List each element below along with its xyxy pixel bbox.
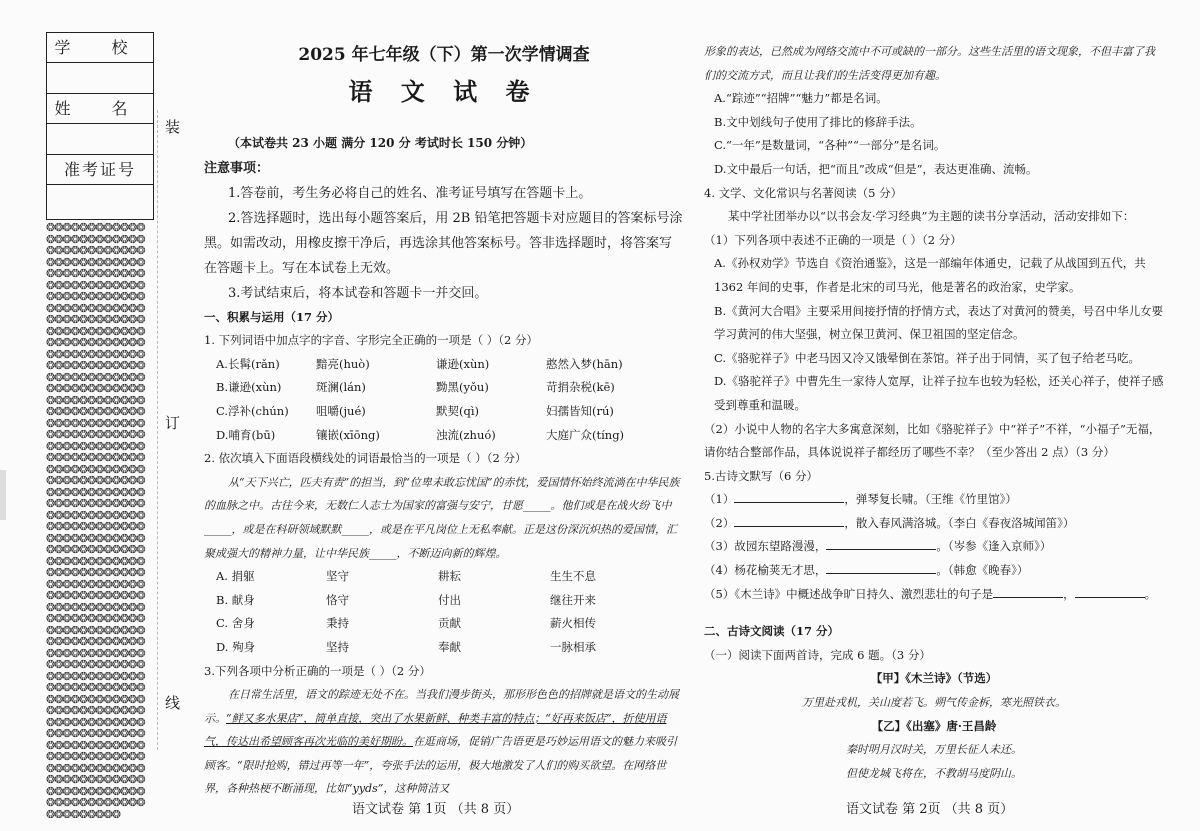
notice-3: 3.考试结束后，将本试卷和答题卡一并交回。	[228, 285, 488, 301]
q5-item-1: （1） ，弹琴复长啸。（王维《竹里馆》）	[704, 492, 1017, 507]
binding-line	[157, 110, 158, 750]
q3-option-b: B.文中划线句子使用了排比的修辞手法。	[714, 114, 922, 129]
binding-word-ding: 订	[165, 414, 181, 432]
question-3: 3.下列各项中分析正确的一项是（ ）（2 分）	[204, 663, 431, 678]
q1-option-a: A.长髯(rǎn) 黯亮(huò) 谦逊(xùn) 憨然入梦(hān)	[216, 356, 623, 371]
q2-option-d: D. 殉身 坚持 奉献 一脉相承	[216, 639, 596, 654]
exam-subject: 语 文 试 卷	[348, 77, 540, 106]
q1-option-d: D.哺育(bū) 镶嵌(xīōng) 浊流(zhuó) 大庭广众(tíng)	[216, 427, 625, 442]
binding-word-xian: 线	[165, 694, 181, 712]
poem-b-line-2: 但使龙城飞将在，不教胡马度阴山。	[846, 766, 1022, 780]
exam-title: 2025 年七年级（下）第一次学情调查	[298, 45, 590, 65]
poem-b-line-1: 秦时明月汉时关，万里长征人未还。	[846, 743, 1022, 757]
q5-item-5: （5）《木兰诗》中概述战争旷日持久、激烈悲壮的句子是 ， 。	[704, 586, 1157, 601]
answer-blank[interactable]	[734, 526, 844, 527]
q5-item-2: （2） ，散入春风满洛城。（李白《春夜洛城闻笛》）	[704, 515, 1075, 530]
q3-option-c: C.“一年”是数量词，“各种”“一部分”是名词。	[714, 138, 946, 153]
q3-option-a: A.“踪迹”“招牌”“魅力”都是名词。	[714, 91, 888, 106]
q2-option-b: B. 献身 恪守 付出 继往开来	[216, 592, 596, 607]
notice-1: 1.答卷前，考生务必将自己的姓名、准考证号填写在答题卡上。	[228, 185, 592, 201]
q2-passage: 从“天下兴亡，匹夫有责”的担当，到“位卑未敢忘忧国”的赤忱，爱国情怀始终流淌在中华民族的血脉之中。古往今来，无数仁人志士为国家的富强与安宁，甘愿_____。他们或是在战火纷飞中_____，或是在科研领域默默_____，或是在平凡岗位上无私奉献。正是这份深沉炽热的爱国情，汇聚成强大的精神力量，让中华民族_____，不断迈向新的辉煌。	[204, 475, 680, 560]
exam-meta: （本试卷共 23 小题 满分 120 分 考试时长 150 分钟）	[228, 136, 533, 150]
page-2-footer: 语文试卷 第 2页 （共 8 页）	[846, 802, 1014, 817]
q1-option-b: B.谦逊(xùn) 斑澜(lán) 黝黑(yǒu) 苛捐杂税(kē)	[216, 380, 615, 395]
q2-option-a: A. 捐躯 坚守 耕耘 生生不息	[216, 569, 596, 584]
q4-option-d: D.《骆驼祥子》中曹先生一家待人宽厚，让祥子拉车也较为轻松，还关心祥子，使祥子感受到尊重和温暖。	[714, 374, 1164, 412]
section-1-heading: 一、积累与运用（17 分）	[204, 309, 340, 324]
question-2: 2. 依次填入下面语段横线处的词语最恰当的一项是（ ）（2 分）	[204, 451, 527, 466]
poem-b-title: 【乙】《出塞》唐·王昌龄	[871, 718, 997, 733]
answer-blank[interactable]	[1075, 597, 1145, 598]
answer-blank[interactable]	[826, 549, 936, 550]
q4-option-c: C.《骆驼祥子》中老马因又冷又饿晕倒在茶馆。祥子出于同情，买了包子给老马吃。	[714, 350, 1141, 365]
reading-1-intro: （一）阅读下面两首诗，完成 6 题。（3 分）	[704, 647, 931, 662]
question-1: 1. 下列词语中加点字的字音、字形完全正确的一项是（ ）（2 分）	[204, 333, 539, 348]
question-5: 5.古诗文默写（6 分）	[704, 468, 818, 483]
q4-part-2: （2）小说中人物的名字大多寓意深刻，比如《骆驼祥子》中“祥子”不祥，“小福子”无福，请你结合整部作品，具体说说祥子都经历了哪些不幸？（至少答出 2 点）（3 分）	[704, 421, 1161, 460]
q4-part-1: （1）下列各项中表述不正确的一项是（ ）（2 分）	[704, 232, 962, 247]
exam-id-field[interactable]	[47, 185, 153, 215]
q3-passage-continued: 形象的表达，已然成为网络交流中不可或缺的一部分。这些生活里的语文现象，不但丰富了我们的交流方式，而且让我们的生活变得更加有趣。	[704, 45, 1155, 82]
q2-option-c: C. 舍身 秉持 贡献 薪火相传	[216, 616, 596, 631]
name-label: 姓 名	[47, 94, 153, 124]
q4-intro: 某中学社团举办以“以书会友·学习经典”为主题的读书分享活动，活动安排如下：	[728, 209, 1135, 224]
candidate-info-box	[46, 32, 154, 220]
q3-option-d: D.文中最后一句话，把“而且”改成“但是”，表达更准确、流畅。	[714, 161, 1038, 176]
binding-word-zhuang: 装	[165, 118, 181, 136]
q5-item-3: （3）故园东望路漫漫， 。（岑参《逢入京师》）	[704, 539, 1052, 554]
question-4: 4. 文学、文化常识与名著阅读（5 分）	[704, 185, 903, 200]
poem-a-text: 万里赴戎机，关山度若飞。朔气传金柝，寒光照铁衣。	[802, 696, 1066, 710]
q4-option-a: A.《孙权劝学》节选自《资治通鉴》，这是一部编年体通史，记载了从战国到五代，共 1362 年间的史事，作者是北宋的司马光，他是著名的政治家，史学家。	[714, 256, 1146, 294]
page-1	[204, 40, 684, 801]
scan-shadow	[0, 470, 6, 520]
decorative-border-pattern: ❂❂❂❂❂❂❂❂❂❂❂❂❂❂❂❂❂❂❂❂❂❂❂❂❂❂❂❂❂❂❂❂❂❂❂❂❂❂❂❂❂❂❂❂❂❂❂❂❂❂❂❂❂❂❂❂❂❂❂❂❂❂❂❂❂❂❂❂❂❂❂❂❂❂❂❂❂❂❂❂❂❂❂❂❂❂❂❂❂❂❂❂❂❂❂❂❂❂❂❂❂❂❂❂❂❂❂❂❂❂❂❂❂❂❂❂❂❂❂❂❂❂❂❂❂❂❂❂❂❂❂❂❂❂❂❂❂❂❂❂❂❂❂❂❂❂❂❂❂❂❂❂❂❂❂❂❂❂❂❂❂❂❂❂❂❂❂❂❂❂❂❂❂❂❂❂❂❂❂❂❂❂❂❂❂❂❂❂❂❂❂❂❂❂❂❂❂❂❂❂❂❂❂❂❂❂❂❂❂❂❂❂❂❂❂❂❂❂❂❂❂❂❂❂❂❂❂❂❂❂❂❂❂❂❂❂❂❂❂❂❂❂❂❂❂❂❂❂❂❂❂❂❂❂❂❂❂❂❂❂❂❂❂❂❂❂❂❂❂❂❂❂❂❂❂❂❂❂❂❂❂❂❂❂❂❂❂❂❂❂❂❂❂❂❂❂❂❂❂❂❂❂❂❂❂❂❂❂❂❂❂❂❂❂❂❂❂❂❂❂❂❂❂❂❂❂❂❂❂❂❂❂❂❂❂❂❂❂❂❂❂❂❂❂❂❂❂❂❂❂❂❂❂❂❂❂❂❂❂❂❂❂❂❂❂❂❂❂❂❂❂❂❂❂❂❂❂❂❂❂❂❂❂❂❂❂❂❂❂❂❂❂❂❂❂❂❂❂❂❂❂❂❂❂❂❂❂❂❂❂❂❂❂❂❂❂❂❂❂❂❂❂❂❂❂❂❂❂❂❂❂❂❂❂❂❂❂❂❂❂❂❂❂❂❂❂❂❂❂❂❂❂❂❂❂❂❂❂❂❂❂❂❂❂❂❂❂❂❂❂❂❂❂❂❂❂❂❂❂❂❂❂❂❂❂❂❂❂❂❂❂❂❂❂❂❂❂❂❂❂❂❂❂❂❂❂❂❂❂❂❂❂❂❂❂❂❂❂❂❂❂❂❂❂❂❂❂❂❂❂❂❂❂❂❂❂❂❂❂❂❂❂❂❂❂❂❂❂❂❂❂❂❂❂❂❂❂❂❂❂❂❂❂❂❂❂❂❂❂❂❂❂❂❂❂❂❂❂❂❂❂❂❂❂❂❂❂❂❂❂❂❂❂❂❂❂❂❂❂❂❂❂❂❂❂❂❂❂❂❂❂❂❂❂❂❂❂❂❂❂❂	[46, 222, 145, 818]
notice-heading: 注意事项：	[204, 160, 270, 176]
exam-id-label: 准考证号	[47, 155, 153, 185]
name-field[interactable]	[47, 124, 153, 155]
q3-underlined-sentence: “鲜又多水果店”，简单直接，突出了水果新鲜、种类丰富的特点；“好再来饭店”，折使用语气，传达出希望顾客再次光临的美好期盼。	[204, 711, 667, 749]
school-label: 学 校	[47, 33, 153, 63]
school-field[interactable]	[47, 63, 153, 94]
page-2	[704, 40, 1164, 785]
q4-option-b: B.《黄河大合唱》主要采用间接抒情的抒情方式，表达了对黄河的赞美，号召中华儿女要学习黄河的伟大坚强，树立保卫黄河、保卫祖国的坚定信念。	[714, 303, 1164, 342]
q1-option-c: C.浮补(chún) 咀嚼(jué) 默契(qì) 妇孺皆知(rú)	[216, 403, 614, 418]
section-2-heading: 二、古诗文阅读（17 分）	[704, 624, 840, 639]
answer-blank[interactable]	[993, 597, 1063, 598]
answer-blank[interactable]	[734, 502, 844, 503]
q3-passage: 在日常生活里，语文的踪迹无处不在。当我们漫步街头，那形形色色的招牌就是语文的生动展示。“鲜又多水果店”，简单直接，突出了水果新鲜、种类丰富的特点；“好再来饭店”，折使用语气，传达出希望顾客再次光临的美好期盼。在逛商场，促销广告语更是巧妙运用语文的魅力来吸引顾客。“限时抢购，错过再等一年”，夸张手法的运用，极大地激发了人们的购买欲望。在网络世界，各种热梗不断涌现，比如“yyds”，这种简洁又	[204, 688, 679, 796]
answer-blank[interactable]	[826, 573, 936, 574]
q5-item-4: （4）杨花榆荚无才思， 。（韩愈《晚春》）	[704, 563, 1029, 578]
poem-a-title: 【甲】《木兰诗》（节选）	[870, 671, 998, 686]
notice-2: 2.答选择题时，选出每小题答案后，用 2B 铅笔把答题卡对应题目的答案标号涂黑。如需改动，用橡皮擦干净后，再选涂其他答案标号。答非选择题时，将答案写在答题卡上。写在本试卷上无效。	[204, 210, 683, 276]
page-1-footer: 语文试卷 第 1页 （共 8 页）	[352, 802, 520, 817]
